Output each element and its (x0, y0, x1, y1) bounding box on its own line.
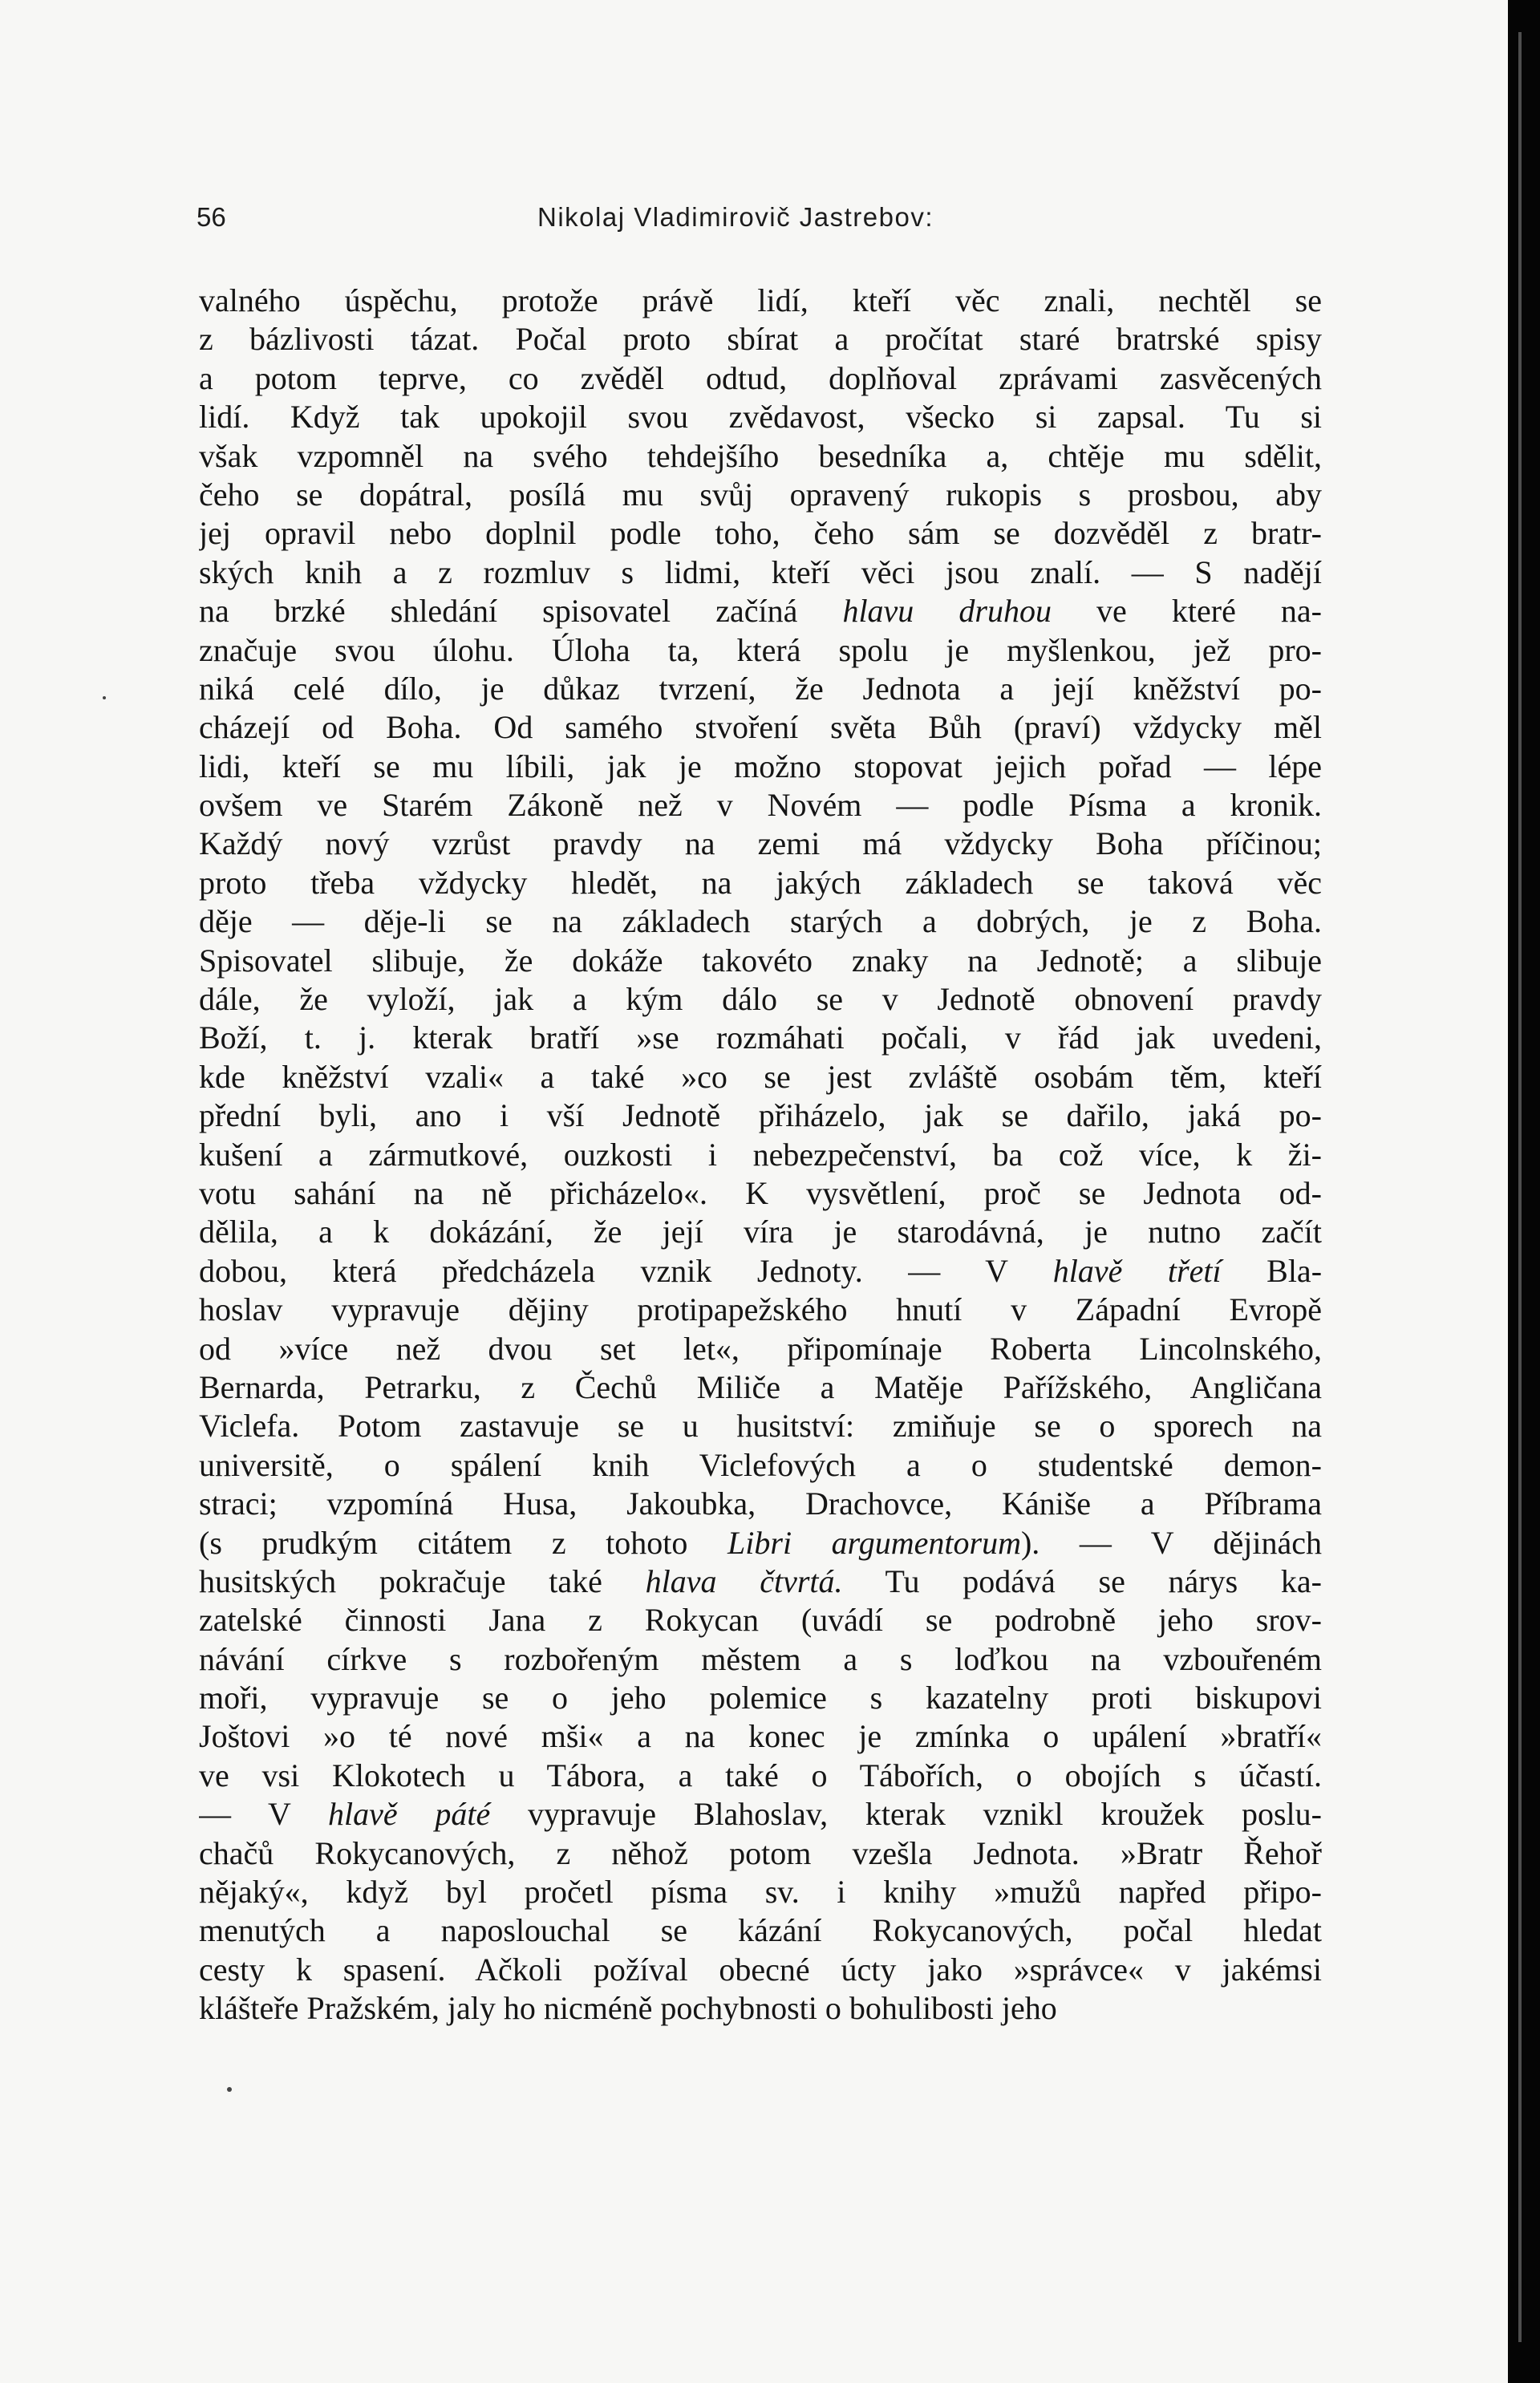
text-line: Každý nový vzrůst pravdy na zemi má vždycky Boha příčinou; (199, 825, 1322, 862)
text-line: ve vsi Klokotech u Tábora, a také o Tábořích, o obojích s účastí. (199, 1757, 1322, 1793)
text-line: dále, že vyloží, jak a kým dálo se v Jednotě obnovení pravdy (199, 981, 1322, 1018)
text-line: klášteře Pražském, jaly ho nicméně pochybnosti o bohulibosti jeho (199, 1990, 1057, 2027)
text-segment: Bla- (1221, 1252, 1322, 1289)
text-segment: husitských pokračuje také (199, 1562, 646, 1599)
scan-edge (1508, 0, 1540, 2383)
italic-chapter-reference: hlavě třetí (1052, 1252, 1222, 1289)
text-line: a potom teprve, co zvěděl odtud, doplňoval zprávami zasvěcených (199, 359, 1322, 396)
text-line: dělila, a k dokázání, že její víra je starodávná, je nutno začít (199, 1214, 1322, 1250)
text-line: kde kněžství vzali« a také »co se jest zvláště osobám těm, kteří (199, 1058, 1322, 1095)
text-line: jej opravil nebo doplnil podle toho, čeho sám se dozvěděl z bratr- (199, 515, 1322, 552)
italic-chapter-reference: Libri argumentorum (727, 1524, 1021, 1561)
text-line: lidi, kteří se mu líbili, jak je možno stopovat jejich pořad — lépe (199, 748, 1322, 784)
text-line: ovšem ve Starém Zákoně než v Novém — podle Písma a kronik. (199, 787, 1322, 824)
speck-mark (227, 2087, 232, 2092)
text-line: čeho se dopátral, posílá mu svůj opravený rukopis s prosbou, aby (199, 476, 1322, 513)
body-text (199, 282, 1322, 2028)
text-line (199, 1795, 1322, 1834)
text-line: Viclefa. Potom zastavuje se u husitství: zmiňuje se o sporech na (199, 1408, 1322, 1445)
text-line: moři, vypravuje se o jeho polemice s kazatelny proti biskupovi (199, 1680, 1322, 1716)
text-line (199, 592, 1322, 630)
text-line: Spisovatel slibuje, že dokáže takovéto znaky na Jednotě; a slibuje (199, 942, 1322, 979)
text-line: však vzpomněl na svého tehdejšího besedníka a, chtěje mu sdělit, (199, 437, 1322, 474)
text-line: Joštovi »o té nové mši« a na konec je zmínka o upálení »bratří« (199, 1718, 1322, 1755)
running-head: Nikolaj Vladimirovič Jastrebov: (537, 202, 934, 232)
text-line: z bázlivosti tázat. Počal proto sbírat a pročítat staré bratrské spisy (199, 321, 1322, 358)
text-line: universitě, o spálení knih Viclefových a o studentské demon- (199, 1446, 1322, 1483)
text-line: Bernarda, Petrarku, z Čechů Miliče a Matěje Pařížského, Angličana (199, 1368, 1322, 1405)
text-line: kušení a zármutkové, ouzkosti i nebezpečenství, ba což více, k ži- (199, 1136, 1322, 1173)
page-header (197, 202, 1360, 241)
text-line: od »více než dvou set let«, připomínaje Roberta Lincolnského, (199, 1330, 1322, 1367)
text-line: děje — děje-li se na základech starých a dobrých, je z Boha. (199, 903, 1322, 940)
italic-chapter-reference: hlava čtvrtá. (645, 1562, 843, 1599)
text-line: nějaký«, když byl pročetl písma sv. i knihy »mužů napřed připo- (199, 1874, 1322, 1911)
text-line: niká celé dílo, je důkaz tvrzení, že Jednota a její kněžství po- (199, 670, 1322, 707)
text-line: hoslav vypravuje dějiny protipapežského hnutí v Západní Evropě (199, 1291, 1322, 1328)
text-segment: Tu podává se nárys ka- (842, 1562, 1322, 1599)
text-segment: na brzké shledání spisovatel začíná (199, 593, 843, 630)
text-segment: ). — V dějinách (1020, 1524, 1322, 1561)
text-line: chačů Rokycanových, z něhož potom vzešla Jednota. »Bratr Řehoř (199, 1834, 1322, 1871)
text-line: votu sahání na ně přicházelo«. K vysvětlení, proč se Jednota od- (199, 1174, 1322, 1211)
text-line: Boží, t. j. kterak bratří »se rozmáhati počali, v řád jak uvedeni, (199, 1019, 1322, 1056)
text-line: lidí. Když tak upokojil svou zvědavost, všecko si zapsal. Tu si (199, 399, 1322, 436)
text-line: valného úspěchu, protože právě lidí, kteří věc znali, nechtěl se (199, 282, 1322, 318)
text-line: menutých a naposlouchal se kázání Rokycanových, počal hledat (199, 1912, 1322, 1949)
text-segment: — V (199, 1796, 328, 1833)
text-line: straci; vzpomíná Husa, Jakoubka, Drachovce, Kániše a Příbrama (199, 1485, 1322, 1522)
italic-chapter-reference: hlavu druhou (842, 593, 1052, 630)
text-line: cházejí od Boha. Od samého stvoření světa Bůh (praví) vždycky měl (199, 709, 1322, 746)
text-line: ských knih a z rozmluv s lidmi, kteří věci jsou znalí. — S nadějí (199, 553, 1322, 590)
text-line (199, 1562, 1322, 1601)
text-line: cesty k spasení. Ačkoli požíval obecné úcty jako »správce« v jakémsi (199, 1951, 1322, 1988)
scan-edge-line (1518, 32, 1522, 2342)
text-line: proto třeba vždycky hledět, na jakých základech se taková věc (199, 864, 1322, 901)
italic-chapter-reference: hlavě páté (328, 1796, 491, 1833)
text-line (199, 1524, 1322, 1562)
text-line (199, 1252, 1322, 1291)
speck-mark (103, 696, 106, 699)
text-segment: (s prudkým citátem z tohoto (199, 1524, 728, 1561)
text-line: značuje svou úlohu. Úloha ta, která spolu je myšlenkou, jež pro- (199, 631, 1322, 668)
text-line: přední byli, ano i vší Jednotě přiházelo, jak se dařilo, jaká po- (199, 1097, 1322, 1134)
text-segment: dobou, která předcházela vznik Jednoty. — V (199, 1252, 1053, 1289)
text-segment: ve které na- (1051, 593, 1322, 630)
text-line: návání církve s rozbořeným městem a s loďkou na vzbouřeném (199, 1640, 1322, 1677)
page-number: 56 (197, 202, 226, 232)
text-line: zatelské činnosti Jana z Rokycan (uvádí se podrobně jeho srov- (199, 1602, 1322, 1639)
text-segment: vypravuje Blahoslav, kterak vznikl kroužek poslu- (490, 1796, 1322, 1833)
